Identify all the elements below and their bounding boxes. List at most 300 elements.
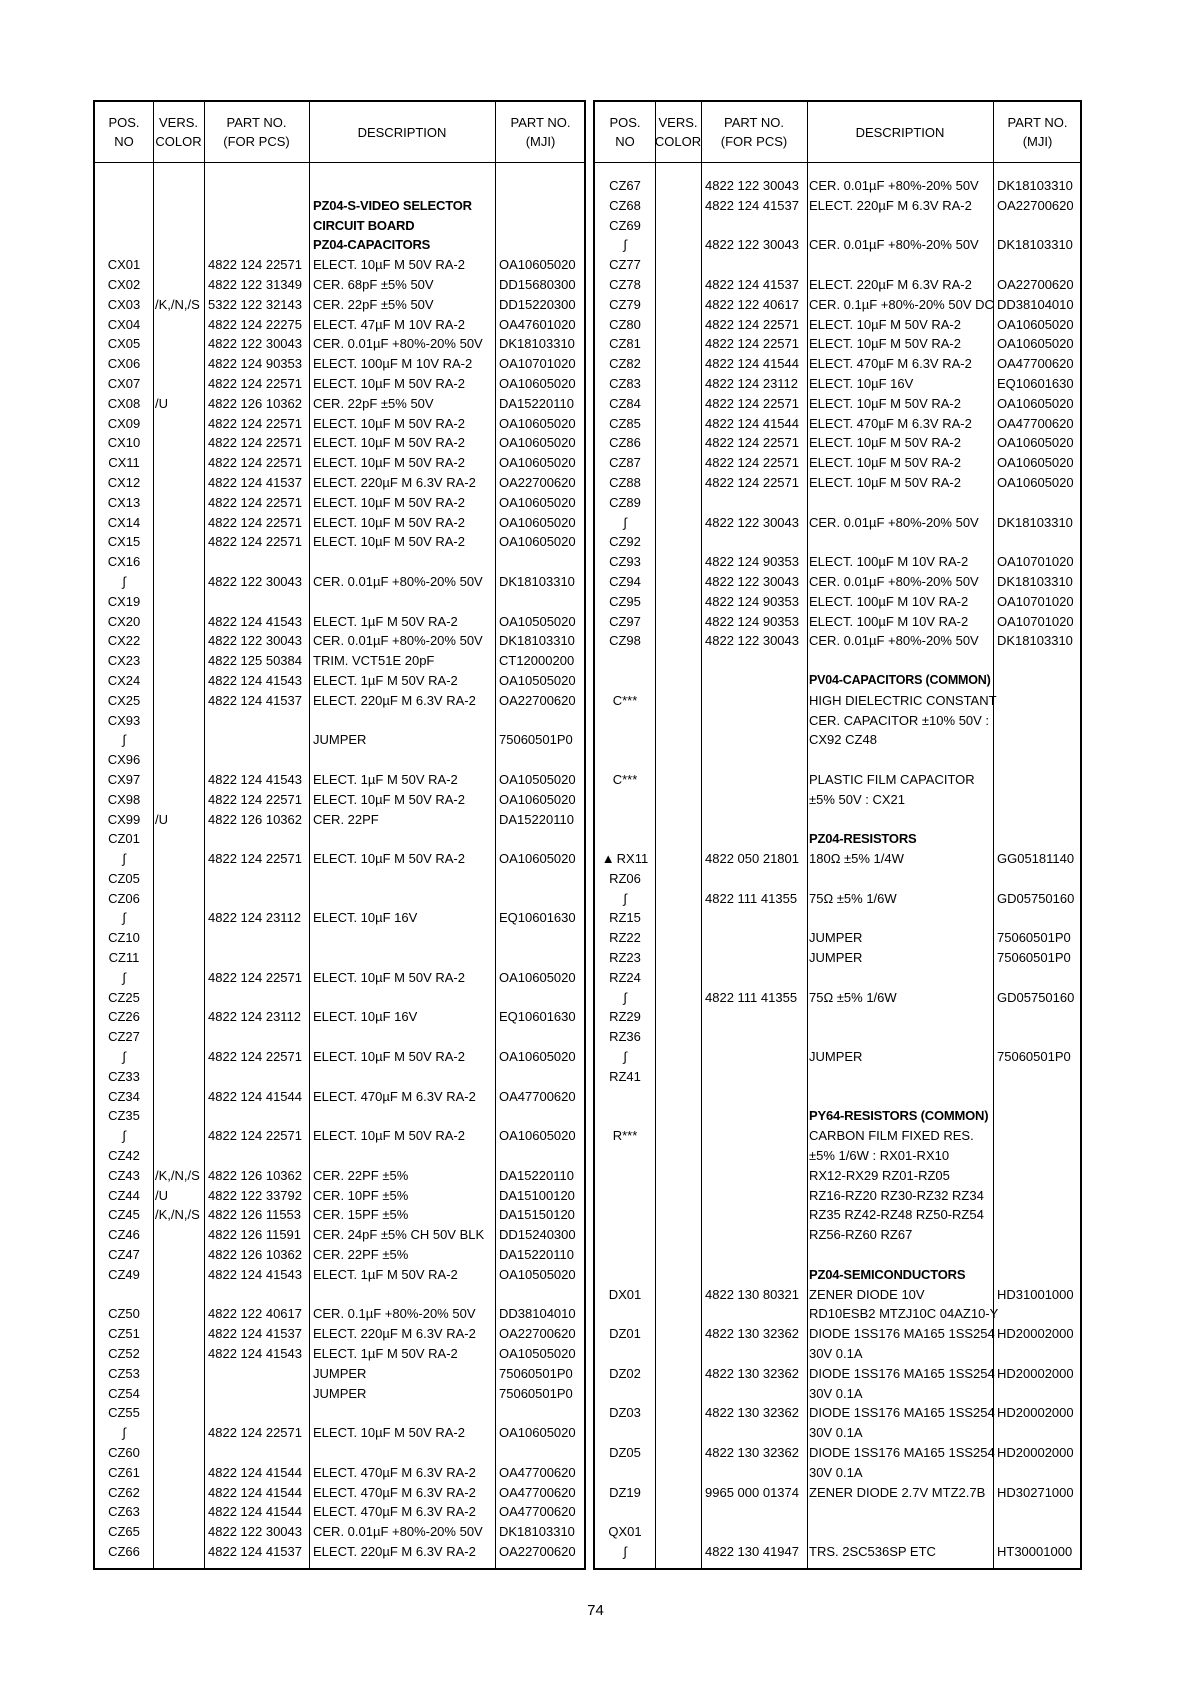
table-row <box>95 1245 584 1265</box>
cell-description <box>313 1443 495 1463</box>
cell-part-no-pcs <box>705 730 807 750</box>
cell-version <box>657 968 701 988</box>
cell-description: CER. 0.01µF +80%-20% 50V <box>313 573 483 589</box>
cell-version <box>155 1225 205 1245</box>
cell-part-no-pcs: 4822 126 11553 <box>208 1207 302 1223</box>
cell-version <box>155 1364 205 1384</box>
cell-part-no-mji: HD20002000 <box>997 1326 1074 1342</box>
cell-part-no-mji: GD05750160 <box>997 890 1075 906</box>
table-row <box>95 730 584 750</box>
cell-description <box>313 1067 495 1087</box>
cell-description: RZ16-RZ20 RZ30-RZ32 RZ34 <box>809 1187 984 1203</box>
table-row <box>595 315 1080 335</box>
table-row <box>95 1403 584 1423</box>
cell-version <box>155 869 205 889</box>
cell-description: JUMPER <box>809 930 863 946</box>
cell-part-no-mji <box>997 671 1081 691</box>
cell-part-no-pcs <box>705 1502 807 1522</box>
cell-pos: CZ77 <box>609 257 641 273</box>
cell-pos <box>595 1344 655 1364</box>
page-number: 74 <box>587 1602 604 1619</box>
cell-description: TRIM. VCT51E 20pF <box>313 653 435 669</box>
pos-text: RX11 <box>616 851 649 867</box>
cell-version <box>657 1285 701 1305</box>
cell-pos: CZ33 <box>108 1068 140 1084</box>
cell-version <box>657 216 701 236</box>
cell-version <box>155 414 205 434</box>
cell-description <box>313 592 495 612</box>
cell-part-no-pcs <box>208 1027 308 1047</box>
table-row <box>595 750 1080 770</box>
cell-version <box>155 849 205 869</box>
cell-description: ELECT. 470µF M 6.3V RA-2 <box>313 1464 476 1480</box>
cell-version: /K,/N,/S <box>155 296 200 312</box>
table-row <box>595 1522 1080 1542</box>
cell-version <box>155 1087 205 1107</box>
cell-description: ELECT. 100µF M 10V RA-2 <box>809 613 969 629</box>
cell-version <box>155 1007 205 1027</box>
cell-pos: C*** <box>612 771 638 787</box>
cell-part-no-mji <box>499 1106 585 1126</box>
cell-version <box>155 1047 205 1067</box>
cell-part-no-pcs <box>208 1285 308 1305</box>
cell-part-no-mji <box>997 1265 1081 1285</box>
cell-pos <box>95 176 153 196</box>
cell-part-no-mji: OA10505020 <box>499 672 576 688</box>
cell-pos: ∫ <box>623 1543 627 1559</box>
cell-version <box>155 988 205 1008</box>
table-row <box>595 216 1080 236</box>
cell-pos: CZ06 <box>108 890 140 906</box>
cell-part-no-mji: OA10605020 <box>499 375 576 391</box>
cell-part-no-mji: DK18103310 <box>499 336 575 352</box>
cell-part-no-pcs: 4822 122 40617 <box>705 296 799 312</box>
cell-part-no-mji: DK18103310 <box>997 178 1073 193</box>
cell-description <box>313 988 495 1008</box>
cell-description: ELECT. 10µF M 50V RA-2 <box>313 969 465 985</box>
cell-part-no-pcs: 4822 126 10362 <box>208 395 302 411</box>
cell-version <box>155 1443 205 1463</box>
cell-pos <box>595 810 655 830</box>
table-row <box>95 651 584 671</box>
cell-part-no-pcs: 4822 124 41537 <box>705 197 799 213</box>
cell-pos <box>595 1146 655 1166</box>
cell-part-no-mji: OA10605020 <box>499 1128 576 1144</box>
cell-description: ELECT. 10µF M 50V RA-2 <box>313 851 465 867</box>
table-row <box>95 1205 584 1225</box>
table-row <box>595 255 1080 275</box>
cell-version <box>657 1364 701 1384</box>
cell-part-no-mji: OA22700620 <box>499 1326 576 1342</box>
cell-part-no-mji <box>499 1067 585 1087</box>
cell-description <box>809 493 993 513</box>
cell-pos: CX25 <box>107 692 141 708</box>
cell-pos: CX98 <box>107 791 141 807</box>
cell-part-no-pcs <box>705 1087 807 1107</box>
cell-part-no-pcs: 4822 050 21801 <box>705 851 799 867</box>
cell-part-no-mji: OA47700620 <box>499 1464 576 1480</box>
table-row <box>595 810 1080 830</box>
cell-description <box>313 750 495 770</box>
cell-part-no-pcs: 4822 130 80321 <box>705 1286 799 1302</box>
cell-description: 30V 0.1A <box>809 1425 863 1441</box>
cell-pos: CZ52 <box>108 1346 140 1362</box>
cell-part-no-mji: DK18103310 <box>997 237 1073 253</box>
cell-version <box>155 572 205 592</box>
cell-part-no-mji: 75060501P0 <box>499 732 573 748</box>
cell-pos: CZ93 <box>609 554 641 570</box>
cell-description: PZ04-CAPACITORS <box>313 237 431 253</box>
table-row <box>595 1304 1080 1324</box>
table-row <box>95 631 584 651</box>
cell-version <box>657 1186 701 1206</box>
cell-description <box>313 869 495 889</box>
cell-part-no-pcs: 4822 122 30043 <box>705 514 799 530</box>
table-row <box>95 1364 584 1384</box>
cell-part-no-pcs: 4822 122 30043 <box>208 633 302 649</box>
cell-description: PV04-CAPACITORS (COMMON) <box>809 672 991 687</box>
table-body-right <box>595 176 1080 1562</box>
cell-pos <box>95 196 153 216</box>
cell-pos: RZ41 <box>609 1068 641 1084</box>
cell-description: ELECT. 470µF M 6.3V RA-2 <box>809 415 972 431</box>
cell-part-no-pcs <box>705 1027 807 1047</box>
cell-part-no-mji: OA10605020 <box>997 336 1074 352</box>
cell-version: /K,/N,/S <box>155 1207 200 1223</box>
cell-part-no-pcs <box>705 1126 807 1146</box>
cell-pos: ∫ <box>122 851 126 867</box>
cell-part-no-mji <box>499 1443 585 1463</box>
cell-pos: RZ24 <box>609 969 641 985</box>
cell-part-no-pcs: 4822 122 30043 <box>208 1524 302 1540</box>
cell-pos: CZ51 <box>108 1326 140 1342</box>
cell-version <box>657 1225 701 1245</box>
table-row <box>95 750 584 770</box>
table-row <box>95 790 584 810</box>
cell-part-no-pcs: 4822 124 41543 <box>208 1266 302 1282</box>
table-row <box>595 651 1080 671</box>
cell-version: /U <box>155 395 168 411</box>
table-row <box>595 196 1080 216</box>
table-row <box>595 1205 1080 1225</box>
cell-description: CER. 0.01µF +80%-20% 50V <box>809 514 979 530</box>
cell-pos: CZ27 <box>108 1029 140 1045</box>
cell-description: ELECT. 220µF M 6.3V RA-2 <box>313 1326 476 1342</box>
cell-description: ELECT. 470µF M 6.3V RA-2 <box>313 1088 476 1104</box>
table-body-left <box>95 176 584 1562</box>
cell-part-no-pcs: 4822 122 30043 <box>705 573 799 589</box>
cell-description: CER. 22PF <box>313 811 379 827</box>
cell-part-no-mji: OA10605020 <box>499 435 576 451</box>
cell-pos: CZ97 <box>609 613 641 629</box>
cell-version <box>155 354 205 374</box>
cell-part-no-mji: OA10605020 <box>499 1049 576 1065</box>
cell-version <box>155 453 205 473</box>
cell-part-no-mji: 75060501P0 <box>499 1385 573 1401</box>
cell-pos: CZ80 <box>609 316 641 332</box>
cell-part-no-pcs <box>208 1403 308 1423</box>
cell-pos: ∫ <box>122 910 126 926</box>
cell-description <box>809 869 993 889</box>
cell-part-no-mji: OA10605020 <box>997 316 1074 332</box>
cell-part-no-mji: HD20002000 <box>997 1365 1074 1381</box>
cell-part-no-pcs <box>208 235 308 255</box>
cell-part-no-pcs: 4822 130 32362 <box>705 1365 799 1381</box>
cell-pos: ∫ <box>623 989 627 1005</box>
cell-part-no-pcs <box>705 1344 807 1364</box>
cell-version <box>657 988 701 1008</box>
cell-version <box>657 849 701 869</box>
table-row <box>95 592 584 612</box>
cell-description <box>809 968 993 988</box>
table-row <box>95 572 584 592</box>
table-row <box>95 1186 584 1206</box>
cell-version <box>155 473 205 493</box>
cell-part-no-pcs: 4822 125 50384 <box>208 653 302 669</box>
cell-description: PZ04-S-VIDEO SELECTOR <box>313 197 472 213</box>
cell-part-no-pcs <box>208 216 308 236</box>
cell-part-no-pcs <box>705 908 807 928</box>
header-part-no-mji: PART NO. (MJI) <box>510 115 571 149</box>
table-row <box>95 829 584 849</box>
cell-description: ELECT. 470µF M 6.3V RA-2 <box>313 1504 476 1520</box>
cell-description: RZ35 RZ42-RZ48 RZ50-RZ54 <box>809 1207 984 1223</box>
cell-pos <box>95 216 153 236</box>
cell-version <box>657 1463 701 1483</box>
cell-part-no-pcs: 4822 126 10362 <box>208 811 302 827</box>
cell-part-no-pcs <box>705 216 807 236</box>
cell-pos: QX01 <box>608 1524 642 1540</box>
cell-part-no-mji <box>499 889 585 909</box>
cell-part-no-mji: DD15220300 <box>499 296 576 312</box>
cell-version <box>155 928 205 948</box>
cell-part-no-pcs: 4822 124 41543 <box>208 613 302 629</box>
cell-description <box>313 1285 495 1305</box>
table-row <box>95 1502 584 1522</box>
cell-part-no-mji <box>997 255 1081 275</box>
cell-version <box>155 671 205 691</box>
cell-pos: ∫ <box>122 1049 126 1065</box>
cell-pos: CZ01 <box>108 831 140 847</box>
cell-pos: CZ89 <box>609 494 641 510</box>
cell-version <box>657 711 701 731</box>
cell-description: 30V 0.1A <box>809 1346 863 1362</box>
cell-description <box>809 1067 993 1087</box>
cell-part-no-mji: EQ10601630 <box>499 910 576 926</box>
cell-version <box>155 374 205 394</box>
cell-description: CER. 0.1µF +80%-20% 50V DC <box>809 296 994 312</box>
cell-version <box>657 414 701 434</box>
cell-part-no-mji <box>499 988 585 1008</box>
cell-part-no-pcs: 4822 124 22571 <box>705 395 799 411</box>
cell-part-no-pcs <box>705 671 807 691</box>
table-row <box>95 948 584 968</box>
table-row <box>95 1304 584 1324</box>
header-pos: POS. NO <box>609 115 641 149</box>
cell-part-no-pcs: 4822 124 41537 <box>208 474 302 490</box>
cell-pos: CZ50 <box>108 1306 140 1322</box>
cell-version <box>657 1522 701 1542</box>
cell-pos: CX03 <box>107 296 141 312</box>
table-row <box>595 1265 1080 1285</box>
cell-description: ELECT. 10µF M 50V RA-2 <box>313 494 465 510</box>
cell-version <box>657 948 701 968</box>
cell-description: ELECT. 10µF M 50V RA-2 <box>809 316 961 332</box>
cell-part-no-mji: DA15150120 <box>499 1207 575 1223</box>
table-row <box>595 790 1080 810</box>
cell-part-no-pcs <box>705 1304 807 1324</box>
table-row <box>95 1384 584 1404</box>
cell-part-no-mji: OA10605020 <box>499 969 576 985</box>
cell-part-no-mji <box>997 1304 1081 1324</box>
cell-part-no-mji: OA10605020 <box>499 791 576 807</box>
cell-pos: CZ53 <box>108 1365 140 1381</box>
cell-pos: CZ11 <box>108 950 140 966</box>
header-pos: POS. NO <box>108 115 140 149</box>
cell-pos <box>595 730 655 750</box>
cell-part-no-pcs <box>705 1265 807 1285</box>
table-row <box>595 1443 1080 1463</box>
table-row <box>95 1483 584 1503</box>
cell-version <box>657 1007 701 1027</box>
cell-pos: ∫ <box>623 237 627 253</box>
cell-part-no-pcs <box>705 1186 807 1206</box>
table-row <box>95 433 584 453</box>
cell-part-no-mji: OA22700620 <box>997 276 1074 292</box>
cell-pos: CX93 <box>107 712 141 728</box>
cell-pos: CZ92 <box>609 534 641 550</box>
cell-description: RZ56-RZ60 RZ67 <box>809 1227 913 1243</box>
cell-pos: CX13 <box>107 494 141 510</box>
cell-part-no-pcs: 9965 000 01374 <box>705 1484 799 1500</box>
cell-version <box>155 889 205 909</box>
table-row <box>595 849 1080 869</box>
cell-pos: CZ66 <box>108 1543 140 1559</box>
table-row <box>595 354 1080 374</box>
table-row <box>595 1285 1080 1305</box>
cell-description <box>809 1007 993 1027</box>
table-row <box>95 235 584 255</box>
cell-part-no-pcs: 4822 130 32362 <box>705 1405 799 1421</box>
table-row <box>95 889 584 909</box>
cell-part-no-mji <box>997 968 1081 988</box>
cell-version <box>155 176 205 196</box>
cell-part-no-pcs <box>705 1225 807 1245</box>
cell-part-no-mji <box>499 235 585 255</box>
cell-pos <box>595 750 655 770</box>
cell-pos: CX22 <box>107 633 141 649</box>
cell-part-no-mji <box>997 1423 1081 1443</box>
cell-pos: CZ65 <box>108 1524 140 1540</box>
cell-pos: CX01 <box>107 257 141 273</box>
cell-version <box>657 1047 701 1067</box>
cell-part-no-pcs: 4822 124 22571 <box>208 514 302 530</box>
cell-description: 75Ω ±5% 1/6W <box>809 989 897 1005</box>
cell-pos: CZ45 <box>108 1207 140 1223</box>
cell-description: CER. 22PF ±5% <box>313 1247 409 1263</box>
cell-version <box>657 770 701 790</box>
cell-description: JUMPER <box>809 950 863 966</box>
cell-version <box>155 1126 205 1146</box>
table-row <box>595 176 1080 196</box>
cell-description: CER. 22PF ±5% <box>313 1167 409 1183</box>
cell-part-no-pcs: 4822 122 30043 <box>208 336 302 352</box>
cell-part-no-mji <box>997 810 1081 830</box>
cell-part-no-mji: 75060501P0 <box>997 1049 1071 1065</box>
table-row <box>95 691 584 711</box>
table-row <box>595 1364 1080 1384</box>
cell-description: CX92 CZ48 <box>809 732 877 748</box>
table-row <box>95 334 584 354</box>
cell-part-no-pcs: 4822 124 41537 <box>208 692 302 708</box>
cell-part-no-pcs: 4822 124 41537 <box>705 276 799 292</box>
cell-part-no-pcs: 4822 122 30043 <box>208 573 302 589</box>
table-row <box>595 1483 1080 1503</box>
table-row <box>595 1027 1080 1047</box>
cell-pos: CZ78 <box>609 276 641 292</box>
cell-pos: CX19 <box>107 593 141 609</box>
table-row <box>595 1166 1080 1186</box>
table-row <box>595 1126 1080 1146</box>
cell-description: DIODE 1SS176 MA165 1SS254 <box>809 1405 995 1421</box>
header-part-no-pcs: PART NO. (FOR PCS) <box>720 115 788 149</box>
cell-part-no-pcs: 4822 130 32362 <box>705 1326 799 1342</box>
cell-pos: CZ87 <box>609 455 641 471</box>
cell-description: CER. 0.01µF +80%-20% 50V <box>313 1524 483 1540</box>
cell-part-no-mji <box>997 711 1081 731</box>
cell-part-no-mji <box>499 552 585 572</box>
cell-version <box>657 334 701 354</box>
cell-pos: ∫ <box>623 514 627 530</box>
cell-part-no-mji: OA47700620 <box>997 415 1074 431</box>
table-row <box>595 1087 1080 1107</box>
cell-part-no-mji: OA47700620 <box>499 1088 576 1104</box>
cell-part-no-pcs: 4822 124 41544 <box>208 1484 302 1500</box>
cell-pos: CZ35 <box>108 1108 140 1124</box>
cell-part-no-pcs <box>705 968 807 988</box>
cell-part-no-mji: DK18103310 <box>997 514 1073 530</box>
table-row <box>95 908 584 928</box>
cell-version <box>155 1245 205 1265</box>
header-part-no-mji: PART NO. (MJI) <box>1007 115 1068 149</box>
cell-version <box>155 948 205 968</box>
cell-description <box>313 1027 495 1047</box>
table-row <box>95 1126 584 1146</box>
cell-version <box>155 1542 205 1562</box>
header-vers: VERS. COLOR <box>654 115 702 149</box>
cell-part-no-mji: OA22700620 <box>499 692 576 708</box>
cell-part-no-pcs: 4822 124 22571 <box>208 534 302 550</box>
cell-pos <box>95 235 153 255</box>
cell-version <box>155 552 205 572</box>
cell-description: ELECT. 1µF M 50V RA-2 <box>313 1346 458 1362</box>
cell-version <box>657 810 701 830</box>
cell-part-no-mji: OA10605020 <box>499 851 576 867</box>
cell-pos: CZ47 <box>108 1247 140 1263</box>
cell-part-no-mji <box>997 790 1081 810</box>
cell-version <box>155 1483 205 1503</box>
table-row <box>95 770 584 790</box>
cell-part-no-mji: 75060501P0 <box>997 930 1071 946</box>
cell-pos: CX10 <box>107 435 141 451</box>
cell-part-no-pcs <box>208 928 308 948</box>
cell-description: CER. 22pF ±5% 50V <box>313 296 434 312</box>
cell-part-no-pcs: 4822 124 22571 <box>705 435 799 451</box>
cell-version <box>657 453 701 473</box>
table-row <box>595 1047 1080 1067</box>
cell-version <box>155 1146 205 1166</box>
cell-part-no-mji: DK18103310 <box>499 573 575 589</box>
